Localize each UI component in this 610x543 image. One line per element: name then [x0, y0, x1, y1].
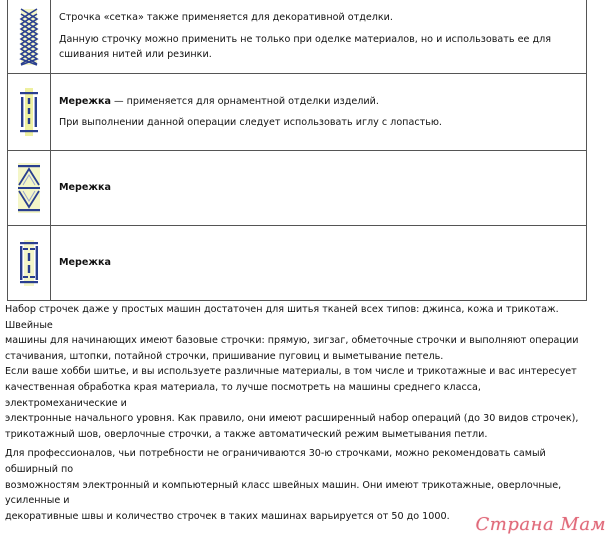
row-title: Мережка — [59, 182, 111, 194]
paragraph-line: Набор строчек даже у простых машин достаточен для шитья тканей всех типов: джинса, кожа и трикотаж. Швейные — [5, 304, 559, 331]
article-body — [5, 302, 595, 524]
icon-cell — [8, 74, 51, 151]
text-cell — [51, 226, 587, 301]
paragraph-line: качественная обработка края материала, то лучше посмотреть на машины среднего класса, электромеханические и — [5, 381, 481, 409]
hemstitch-zigzag-icon — [16, 163, 42, 213]
stitch-table — [7, 0, 587, 301]
lattice-stitch-icon — [17, 7, 41, 67]
text-cell — [51, 151, 587, 226]
watermark-logo: Страна Мам — [475, 514, 606, 535]
paragraph-line: трикотажный шов, оверлочные строчки, а также автоматический режим выметывания петли. — [5, 428, 488, 440]
paragraph-line: декоративные швы и количество строчек в таких машинах варьируется от 50 до 1000. — [5, 510, 450, 522]
hemstitch-ladder-icon — [17, 88, 41, 136]
hemstitch-bracket-icon — [17, 240, 41, 286]
row-title: Мережка — [59, 95, 111, 107]
table-row — [8, 0, 587, 74]
row-title: Мережка — [59, 257, 111, 269]
paragraph-line: Если ваше хобби шитье, и вы используете различные материалы, в том числе и трикотажные и вас интересует — [5, 366, 577, 378]
row-detail-text: Данную строчку можно применить не только при оделке материалов, но и использовать ее для сшивания нитей или резинки. — [59, 33, 551, 61]
paragraph-line: машины для начинающих имеют базовые строчки: прямую, зигзаг, обметочные строчки и выполняют операции — [5, 335, 579, 347]
paragraph-line: возможностям электронный и компьютерный класс швейных машин. Они имеют трикотажные, оверлочные, усиленные и — [5, 479, 562, 507]
table-row — [8, 151, 587, 226]
paragraph-line: стачивания, штопки, потайной строчки, пришивание пуговиц и выметывание петель. — [5, 350, 444, 362]
paragraph-line: электронные начального уровня. Как правило, они имеют расширенный набор операций (до 30 видов строчек), — [5, 413, 579, 425]
table-row — [8, 74, 587, 151]
icon-cell — [8, 226, 51, 301]
paragraph-line: Для профессионалов, чьи потребности не ограничиваются 30-ю строчками, можно рекомендовать самый обширный по — [5, 448, 546, 475]
row-lead-text — [59, 255, 580, 271]
icon-cell — [8, 0, 51, 74]
text-cell — [51, 74, 587, 151]
row-lead-text: Строчка «сетка» также применяется для декоративной отделки. — [59, 12, 393, 24]
row-lead-text — [59, 94, 580, 110]
row-title-suffix: — применяется для орнаментной отделки изделий. — [110, 95, 379, 107]
row-lead-text — [59, 180, 580, 196]
text-cell — [51, 0, 587, 74]
icon-cell — [8, 151, 51, 226]
table-row — [8, 226, 587, 301]
row-detail-text: При выполнении данной операции следует использовать иглу с лопастью. — [59, 117, 442, 128]
